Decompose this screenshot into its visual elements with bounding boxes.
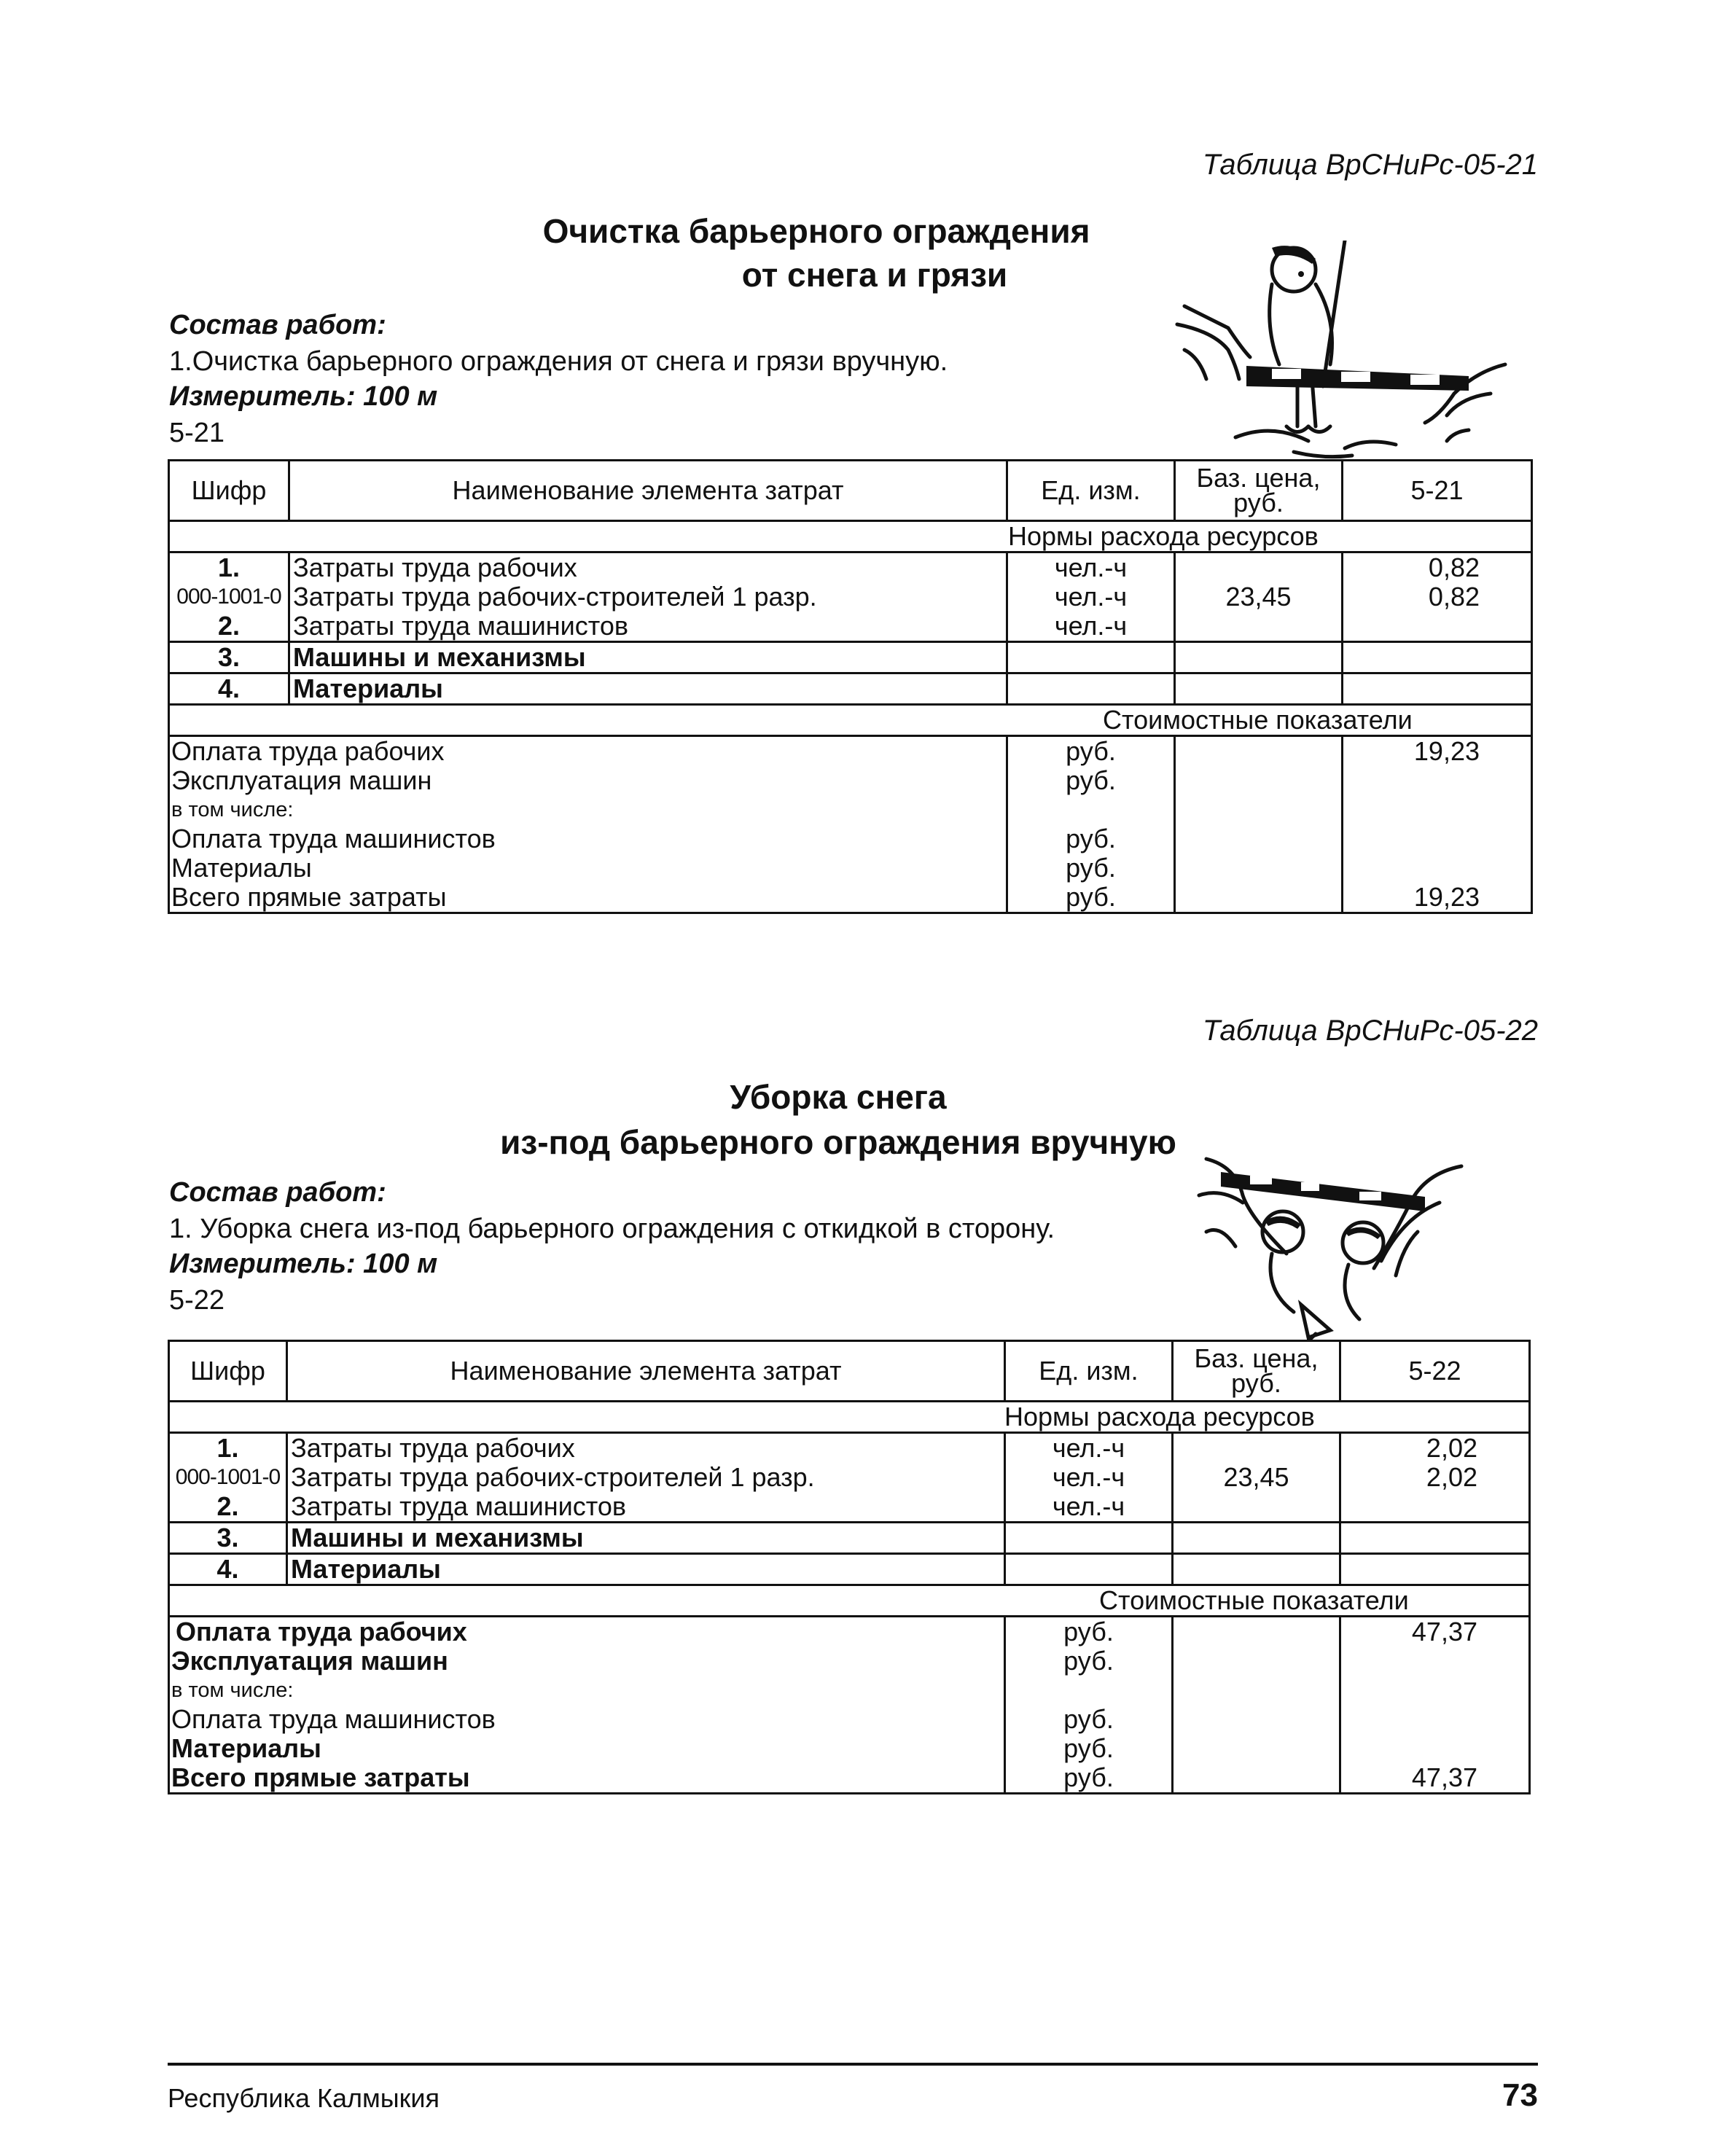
resource-norms-table	[168, 1340, 1531, 1794]
table-row	[169, 642, 1532, 673]
cost-unit: руб.	[1063, 1617, 1114, 1647]
cost-name: в том числе:	[171, 1679, 294, 1702]
cost-name: Материалы	[171, 1733, 321, 1763]
row-price	[1179, 612, 1338, 641]
page-number: 73	[1502, 2077, 1538, 2113]
row-value: 2,02	[1426, 1462, 1477, 1492]
header-price	[1173, 1341, 1340, 1402]
header-price-line1: Баз. цена,	[1196, 463, 1321, 493]
cost-value	[1346, 766, 1480, 795]
row-value	[1346, 612, 1480, 641]
cost-value: 47,37	[1411, 1762, 1477, 1792]
row-name: Материалы	[287, 1554, 1005, 1585]
header-code: Шифр	[169, 1341, 287, 1402]
cost-value	[1346, 854, 1480, 883]
meter-label: Измеритель: 100 м	[169, 381, 438, 412]
header-price	[1175, 461, 1343, 521]
norms-heading: Нормы расхода ресурсов	[169, 1402, 1530, 1433]
row-code: 4.	[169, 673, 289, 705]
row-name: Затраты труда рабочих	[291, 1433, 575, 1463]
row-name: Машины и механизмы	[289, 642, 1007, 673]
header-name: Наименование элемента затрат	[289, 461, 1007, 521]
row-name: Затраты труда машинистов	[293, 611, 629, 641]
header-price-line2: руб.	[1233, 488, 1284, 517]
footer-region: Республика Калмыкия	[168, 2083, 440, 2113]
cost-name: Оплата труда машинистов	[171, 824, 496, 854]
row-name: Затраты труда рабочих-строителей 1 разр.	[293, 582, 817, 612]
table-row	[169, 1433, 1530, 1523]
row-code: 4.	[169, 1554, 287, 1585]
cost-heading: Стоимостные показатели	[169, 1585, 1530, 1617]
row-price	[1176, 1434, 1336, 1463]
cost-value	[1344, 1734, 1477, 1763]
row-value: 0,82	[1428, 552, 1480, 582]
composition-text: 1. Уборка снега из-под барьерного ограждения с откидкой в сторону.	[169, 1214, 1055, 1244]
row-unit: чел.-ч	[1054, 582, 1128, 612]
table-reference: Таблица ВрСНиРс-05-22	[1202, 1015, 1538, 1047]
composition-label: Состав работ:	[169, 1177, 386, 1208]
row-code: 1.	[217, 552, 241, 582]
cost-name: Оплата труда рабочих	[176, 1617, 467, 1647]
cost-unit: руб.	[1066, 882, 1116, 912]
header-value: 5-22	[1340, 1341, 1530, 1402]
cost-unit: руб.	[1066, 736, 1116, 766]
row-price	[1179, 553, 1338, 582]
row-name: Затраты труда машинистов	[291, 1491, 627, 1521]
cost-unit: руб.	[1063, 1733, 1114, 1763]
section-code: 5-21	[169, 418, 225, 448]
row-unit: чел.-ч	[1054, 611, 1128, 641]
cost-value: 19,23	[1413, 736, 1480, 766]
cost-name: Всего прямые затраты	[171, 1762, 470, 1792]
row-value	[1344, 1492, 1477, 1521]
cost-unit: руб.	[1066, 824, 1116, 854]
norms-heading: Нормы расхода ресурсов	[169, 521, 1532, 552]
cost-unit: руб.	[1063, 1762, 1114, 1792]
cost-unit	[1009, 1676, 1168, 1705]
section-title-line2: от снега и грязи	[741, 256, 1008, 294]
cost-name: Эксплуатация машин	[171, 765, 432, 795]
cost-rows	[169, 736, 1532, 913]
header-value: 5-21	[1343, 461, 1532, 521]
table-row	[169, 673, 1532, 705]
row-code: 000-1001-0	[176, 585, 281, 609]
cost-value	[1346, 795, 1480, 824]
resource-norms-table	[168, 459, 1533, 914]
row-price	[1176, 1492, 1336, 1521]
row-unit: чел.-ч	[1052, 1462, 1125, 1492]
row-name: Машины и механизмы	[287, 1523, 1005, 1554]
row-value: 2,02	[1426, 1433, 1477, 1463]
composition-text: 1.Очистка барьерного ограждения от снега и грязи вручную.	[169, 346, 948, 377]
row-value: 0,82	[1428, 582, 1480, 612]
table-row	[169, 552, 1532, 642]
header-price-line2: руб.	[1231, 1368, 1281, 1398]
cost-value	[1344, 1676, 1477, 1705]
header-price-line1: Баз. цена,	[1194, 1343, 1319, 1373]
cost-rows	[169, 1617, 1530, 1794]
table-reference: Таблица ВрСНиРс-05-21	[1202, 149, 1538, 181]
cost-unit: руб.	[1066, 765, 1116, 795]
table-row	[169, 1523, 1530, 1554]
cost-name: Оплата труда рабочих	[171, 736, 445, 766]
cost-unit: руб.	[1063, 1646, 1114, 1676]
cost-heading: Стоимостные показатели	[169, 705, 1532, 736]
meter-label: Измеритель: 100 м	[169, 1249, 438, 1279]
cost-value	[1344, 1705, 1477, 1734]
cost-unit	[1011, 795, 1171, 824]
table-row	[169, 1554, 1530, 1585]
cost-value: 19,23	[1413, 882, 1480, 912]
footer-divider	[168, 2063, 1538, 2066]
row-unit: чел.-ч	[1052, 1491, 1125, 1521]
row-code: 2.	[216, 1491, 239, 1521]
row-code: 000-1001-0	[175, 1465, 281, 1489]
header-name: Наименование элемента затрат	[287, 1341, 1005, 1402]
section-title-line1: Очистка барьерного ограждения	[542, 212, 1090, 250]
row-unit: чел.-ч	[1054, 552, 1128, 582]
cost-name: в том числе:	[171, 798, 294, 821]
row-code: 1.	[216, 1433, 239, 1463]
row-unit: чел.-ч	[1052, 1433, 1125, 1463]
cost-name: Оплата труда машинистов	[171, 1704, 496, 1734]
section-title-line1: Уборка снега	[730, 1078, 947, 1116]
row-price: 23,45	[1225, 582, 1292, 612]
header-code: Шифр	[169, 461, 289, 521]
cost-value	[1344, 1647, 1477, 1676]
header-unit: Ед. изм.	[1007, 461, 1175, 521]
cost-name: Всего прямые затраты	[171, 882, 447, 912]
cost-value	[1346, 824, 1480, 854]
header-unit: Ед. изм.	[1005, 1341, 1173, 1402]
row-price: 23,45	[1223, 1462, 1289, 1492]
cost-name: Эксплуатация машин	[171, 1646, 448, 1676]
cost-unit: руб.	[1066, 853, 1116, 883]
cost-unit: руб.	[1063, 1704, 1114, 1734]
composition-label: Состав работ:	[169, 310, 386, 340]
row-name: Затраты труда рабочих-строителей 1 разр.	[291, 1462, 815, 1492]
cost-value: 47,37	[1411, 1617, 1477, 1647]
section-code: 5-22	[169, 1285, 225, 1316]
row-name: Материалы	[289, 673, 1007, 705]
table-header-row	[169, 1341, 1530, 1402]
row-code: 3.	[169, 642, 289, 673]
row-code: 3.	[169, 1523, 287, 1554]
table-header-row	[169, 461, 1532, 521]
two-workers-under-barrier-icon	[1192, 1152, 1483, 1341]
row-code: 2.	[217, 611, 241, 641]
cost-name: Материалы	[171, 853, 312, 883]
worker-with-shovel-at-barrier-icon	[1163, 241, 1542, 459]
section-title-line2: из-под барьерного ограждения вручную	[500, 1123, 1176, 1161]
row-name: Затраты труда рабочих	[293, 552, 577, 582]
